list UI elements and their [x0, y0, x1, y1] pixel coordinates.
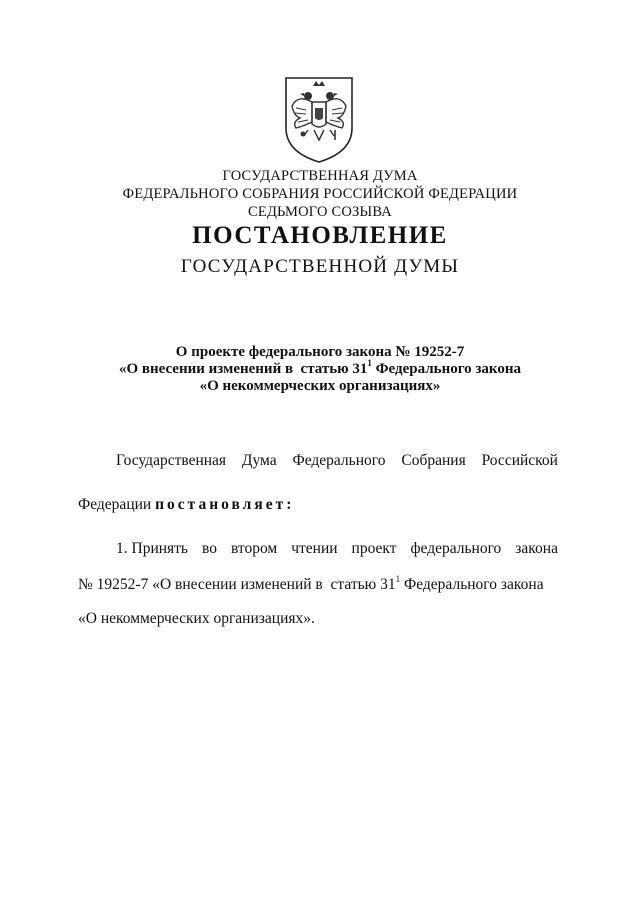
- item-1-word: закона: [515, 540, 558, 557]
- resolves-word: постановляет:: [155, 496, 295, 513]
- item-1-word: 1. Принять: [116, 540, 189, 557]
- issuer-line-1: ГОСУДАРСТВЕННАЯ ДУМА: [222, 168, 418, 184]
- item-1-word: во: [202, 540, 217, 557]
- subject-block: [0, 344, 640, 395]
- subject-article-superscript: 1: [367, 358, 372, 368]
- subject-line-1: О проекте федерального закона № 19252-7: [175, 344, 465, 360]
- item-1-word: проект: [351, 540, 397, 557]
- preamble-word: Собрания: [401, 452, 466, 469]
- item-1-line-3: «О некоммерческих организациях».: [78, 610, 315, 627]
- item-1-text: № 19252-7 «О внесении изменений в статью 31: [78, 576, 396, 593]
- subject-line-2-tail: Федерального закона: [371, 361, 522, 377]
- item-1-word: втором: [230, 540, 278, 557]
- document-type-subtitle: ГОСУДАРСТВЕННОЙ ДУМЫ: [180, 256, 460, 277]
- preamble-text: Федерации: [78, 496, 156, 513]
- item-1-word: чтении: [291, 540, 338, 557]
- preamble-word: Дума: [241, 452, 277, 469]
- issuer-line-2: ФЕДЕРАЛЬНОГО СОБРАНИЯ РОССИЙСКОЙ ФЕДЕРАЦИИ: [122, 186, 518, 202]
- issuer-block: [0, 167, 640, 221]
- preamble-line-1: [116, 452, 558, 470]
- preamble-word: Федерального: [292, 452, 386, 469]
- issuer-line-3: СЕДЬМОГО СОЗЫВА: [248, 204, 392, 220]
- item-1-article-superscript: 1: [395, 574, 401, 584]
- document-type-title: ПОСТАНОВЛЕНИЕ: [192, 222, 448, 249]
- item-1-line-1: [116, 540, 558, 558]
- preamble-word: Российской: [481, 452, 558, 469]
- subject-line-3: «О некоммерческих организациях»: [199, 378, 441, 394]
- preamble-word: Государственная: [116, 452, 227, 469]
- item-1-word: федерального: [410, 540, 502, 557]
- item-1-line-2: [78, 576, 544, 594]
- preamble-line-2: [78, 496, 294, 514]
- item-1-text-tail: Федерального закона: [400, 576, 544, 593]
- subject-line-2: [0, 358, 640, 378]
- subject-line-2-text: «О внесении изменений в статью 31: [118, 361, 368, 377]
- coat-of-arms-emblem: [278, 72, 360, 164]
